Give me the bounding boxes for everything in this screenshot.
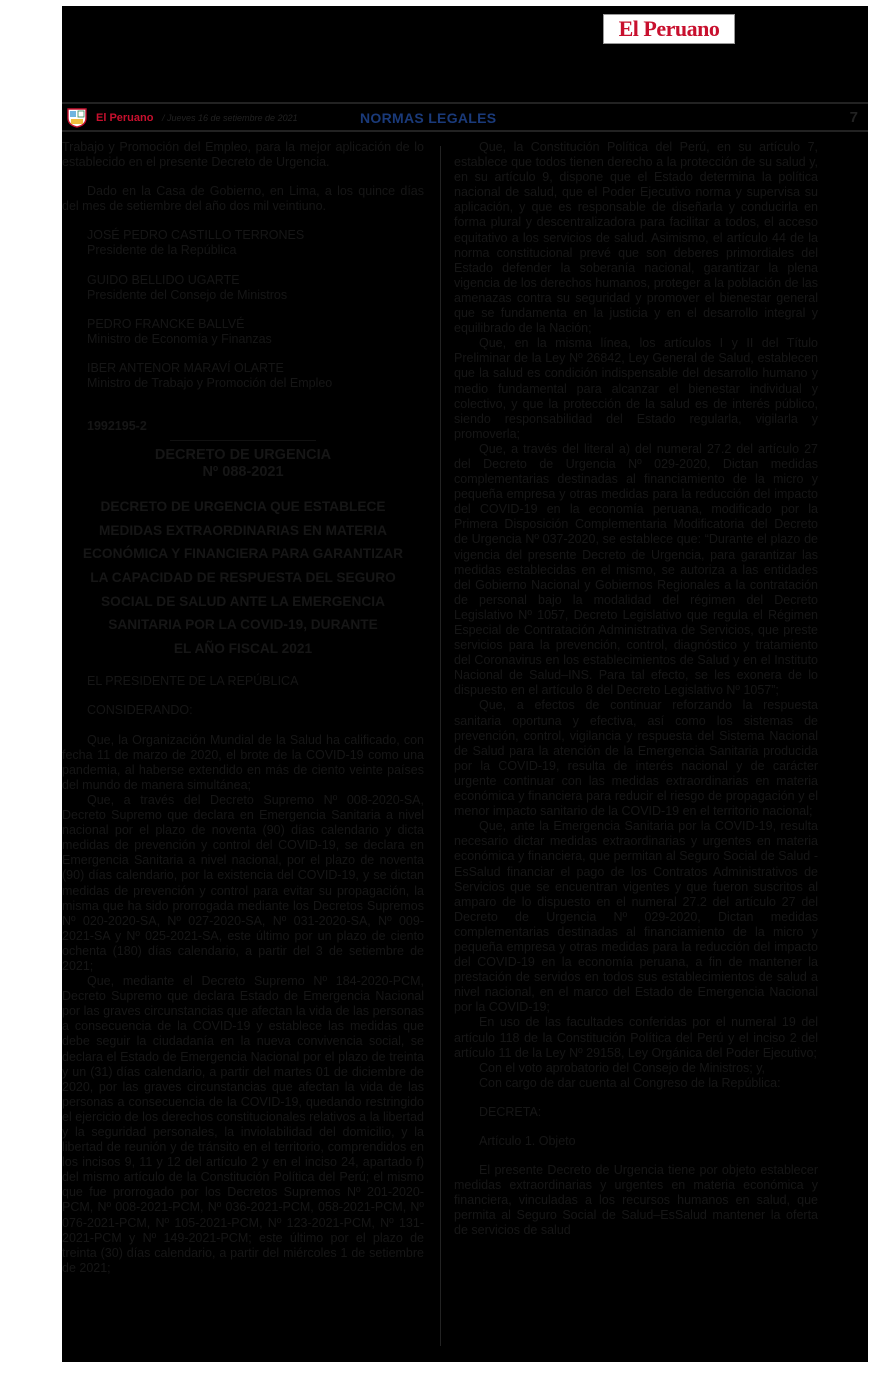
signatory xyxy=(62,273,424,303)
article-heading: Artículo 1. Objeto xyxy=(479,1134,576,1148)
page-number: 7 xyxy=(849,109,858,126)
signatory xyxy=(62,228,424,258)
decree-subtitle-line: SOCIAL DE SALUD ANTE LA EMERGENCIA xyxy=(101,593,385,609)
document-code: 1992195-2 xyxy=(87,419,147,434)
decree-subtitle-line: EL AÑO FISCAL 2021 xyxy=(173,640,313,656)
whereas-paragraph: Que, la Organización Mundial de la Salud ha calificado, con fecha 11 de marzo de 2020, el brote de la COVID-19 como una pandemia, al haberse extendido en más de ciento veinte países del mundo de manera simultánea; xyxy=(62,732,424,792)
decree-subtitle-line: SANITARIA POR LA COVID-19, DURANTE xyxy=(108,617,378,633)
whereas-paragraph: Que, a efectos de continuar reforzando la respuesta sanitaria oportuna y efectiva, así como los sistemas de prevención, control, vigilancia y respuesta del Sistema Nacional de Salud para la atención de la Emergencia Sanitaria producida por la COVID-19, resulta de interés nacional y de carácter urgente continuar con las medidas extraordinarias en materia económica y financiera para reducir el riesgo de propagación y el menor impacto sanitario de la COVID-19 en el territorio nacional; xyxy=(454,698,818,819)
decree-title: DECRETO DE URGENCIA xyxy=(154,447,332,464)
header-section-title: NORMAS LEGALES xyxy=(360,110,497,126)
considering-heading: CONSIDERANDO: xyxy=(87,703,193,718)
right-column xyxy=(454,140,818,1239)
page-header xyxy=(62,102,868,132)
signatory-name: PEDRO FRANCKE BALLVÉ xyxy=(87,316,245,331)
whereas-paragraph: Que, mediante el Decreto Supremo Nº 184-2020-PCM, Decreto Supremo que declara Estado de Emergencia Nacional por las graves circunstancias que afectan la vida de las personas a consecuencia de la COVID-19 y establece las medidas que debe seguir la ciudadanía en la nueva convivencia social, se declara el Estado de Emergencia Nacional por el plazo de treinta y un (31) días calendario, a partir del martes 01 de diciembre de 2020, por las graves circunstancias que afectan la vida de las personas a consecuencia de la COVID-19, quedando restringido el ejercicio de los derechos constitucionales relativos a la libertad y la seguridad personales, la inviolabilidad del domicilio, y la libertad de reunión y de tránsito en el territorio, comprendidos en los incisos 9, 11 y 12 del artículo 2 y en el inciso 24, apartado f) del mismo artículo de la Constitución Política del Perú; el mismo que fue prorrogado por los Decretos Supremos Nº 201-2020-PCM, Nº 008-2021-PCM, Nº 036-2021-PCM, 058-2021-PCM, Nº 076-2021-PCM, Nº 105-2021-PCM, Nº 123-2021-PCM, Nº 131-2021-PCM y Nº 149-2021-PCM; este último por el plazo de treinta (30) días calendario, a partir del miércoles 1 de setiembre de 2021; xyxy=(62,974,424,1275)
whereas-paragraph: Que, la Constitución Política del Perú, en su artículo 7, establece que todos tienen derecho a la protección de su salud y, en su artículo 9, dispone que el Estado determina la política nacional de salud, que el Poder Ejecutivo norma y supervisa su aplicación, y que es responsable de diseñarla y conducirla en forma plural y descentralizadora para facilitar a todos, el acceso equitativo a los servicios de salud. Asimismo, el artículo 44 de la norma constitucional prevé que son deberes primordiales del Estado defender la soberanía nacional, garantizar la plena vigencia de los derechos humanos, proteger a la población de las amenazas contra su seguridad y promover el bienestar general que se fundamenta en la justicia y en el desarrollo integral y equilibrado de la Nación; xyxy=(454,140,818,336)
signatory xyxy=(62,361,424,391)
left-column xyxy=(62,140,424,1276)
whereas-paragraph: Que, a través del Decreto Supremo Nº 008-2020-SA, Decreto Supremo que declara en Emergencia Sanitaria a nivel nacional por el plazo de noventa (90) días calendario y dicta medidas de prevención y control del COVID-19, se declara en Emergencia Sanitaria a nivel nacional, por el plazo de noventa (90) días calendario, por la existencia del COVID-19, y se dictan medidas de prevención y control para evitar su propagación, la misma que ha sido prorrogada mediante los Decretos Supremos Nº 020-2020-SA, Nº 027-2020-SA, Nº 031-2020-SA, Nº 009-2021-SA y Nº 025-2021-SA, este último por un plazo de ciento ochenta (180) días calendario, a partir del 3 de setiembre de 2021; xyxy=(62,792,424,973)
given-paragraph: Dado en la Casa de Gobierno, en Lima, a los quince días del mes de setiembre del año dos mil veintiuno. xyxy=(62,184,424,214)
whereas-paragraph: Que, a través del literal a) del numeral 27.2 del artículo 27 del Decreto de Urgencia Nº 029-2020, Dictan medidas complementarias destinadas al financiamiento de la micro y pequeña empresa y otras medidas para la reducción del impacto del COVID-19 en la economía peruana, modificado por la Primera Disposición Complementaria Modificatoria del Decreto de Urgencia Nº 037-2020, se establece que: “Durante el plazo de vigencia del presente Decreto de Urgencia, para garantizar las medidas establecidas en el mismo, se autoriza a las entidades del Gobierno Nacional y Gobiernos Regionales a la contratación de personal bajo la modalidad del régimen del Decreto Legislativo Nº 1057, Decreto Legislativo que regula el Régimen Especial de Contratación Administrativa de Servicios, que preste servicios para la prevención, control, diagnóstico y tratamiento del Coronavirus en los establecimientos de Salud y en el Instituto Nacional de Salud–INS. Para tal efecto, se les exonera de lo dispuesto en el artículo 8 del Decreto Legislativo Nº 1057”; xyxy=(454,441,818,698)
whereas-paragraph: Que, en la misma línea, los artículos I y II del Título Preliminar de la Ley Nº 26842, Ley General de Salud, establecen que la salud es condición indispensable del desarrollo humano y medio fundamental para alcanzar el bienestar individual y colectivo, y que la protección de la salud es de interés público, siendo responsabilidad del Estado regularla, vigilarla y promoverla; xyxy=(454,336,818,441)
signatory-name: JOSÉ PEDRO CASTILLO TERRONES xyxy=(87,228,305,243)
signatory xyxy=(62,317,424,347)
decree-subtitle xyxy=(62,495,424,660)
signatory-name: GUIDO BELLIDO UGARTE xyxy=(87,272,240,287)
column-divider xyxy=(440,146,441,1346)
header-rule-bottom xyxy=(62,130,868,132)
decree-subtitle-line: ECONÓMICA Y FINANCIERA PARA GARANTIZAR xyxy=(82,546,404,562)
whereas-paragraph: Con el voto aprobatorio del Consejo de Ministros; y, xyxy=(479,1060,766,1075)
whereas-paragraph: En uso de las facultades conferidas por el numeral 19 del artículo 118 de la Constitución Política del Perú y el inciso 2 del artículo 11 de la Ley Nº 29158, Ley Orgánica del Poder Ejecutivo; xyxy=(454,1015,818,1060)
coat-of-arms-icon xyxy=(66,108,88,128)
header-date: / Jueves 16 de setiembre de 2021 xyxy=(162,113,298,123)
header-paper-name: El Peruano xyxy=(96,112,154,124)
signatory-title: Presidente de la República xyxy=(87,243,237,258)
newspaper-page xyxy=(62,6,868,1362)
masthead-logo-text: El Peruano xyxy=(618,16,720,41)
section-rule xyxy=(170,440,316,441)
decree-subtitle-line: LA CAPACIDAD DE RESPUESTA DEL SEGURO xyxy=(90,570,396,585)
whereas-paragraph: Que, ante la Emergencia Sanitaria por la COVID-19, resulta necesario dictar medidas extraordinarias y urgentes en materia económica y financiera, que permitan al Seguro Social de Salud - EsSalud financiar el pago de los Contratos Administrativos de Servicios que se encuentran vigentes y que fueron suscritos al amparo de lo dispuesto en el numeral 27.2 del artículo 27 del Decreto de Urgencia Nº 029-2020, Dictan medidas complementarias destinadas al financiamiento de la micro y pequeña empresa y otras medidas para la reducción del impacto del COVID-19 en la economía peruana, a fin de mantener la prestación de servidos en todos sus establecimientos de salud a nivel nacional, en el marco del Estado de Emergencia Nacional por la COVID-19; xyxy=(454,819,818,1015)
president-line: EL PRESIDENTE DE LA REPÚBLICA xyxy=(87,674,299,689)
masthead-logo xyxy=(603,14,735,44)
decree-subtitle-line: DECRETO DE URGENCIA QUE ESTABLECE xyxy=(100,499,386,515)
header-rule-top xyxy=(62,102,868,104)
whereas-paragraph: Con cargo de dar cuenta al Congreso de la República: xyxy=(479,1075,781,1090)
signatory-name: IBER ANTENOR MARAVÍ OLARTE xyxy=(87,360,284,375)
intro-paragraph: Trabajo y Promoción del Empleo, para la mejor aplicación de lo establecido en el presente Decreto de Urgencia. xyxy=(62,140,424,170)
article-paragraph: El presente Decreto de Urgencia tiene por objeto establecer medidas extraordinarias y urgentes en materia económica y financiera, vinculadas a los recursos humanos en salud, que permita al Seguro Social de Salud–EsSalud mantener la oferta de servicios de salud xyxy=(454,1163,818,1238)
signatory-title: Ministro de Economía y Finanzas xyxy=(87,331,272,346)
signatory-title: Ministro de Trabajo y Promoción del Empleo xyxy=(87,376,333,391)
signatory-title: Presidente del Consejo de Ministros xyxy=(87,287,288,302)
decreta-heading: DECRETA: xyxy=(479,1104,542,1119)
decree-number: Nº 088-2021 xyxy=(202,464,284,481)
decree-subtitle-line: MEDIDAS EXTRAORDINARIAS EN MATERIA xyxy=(99,522,387,538)
